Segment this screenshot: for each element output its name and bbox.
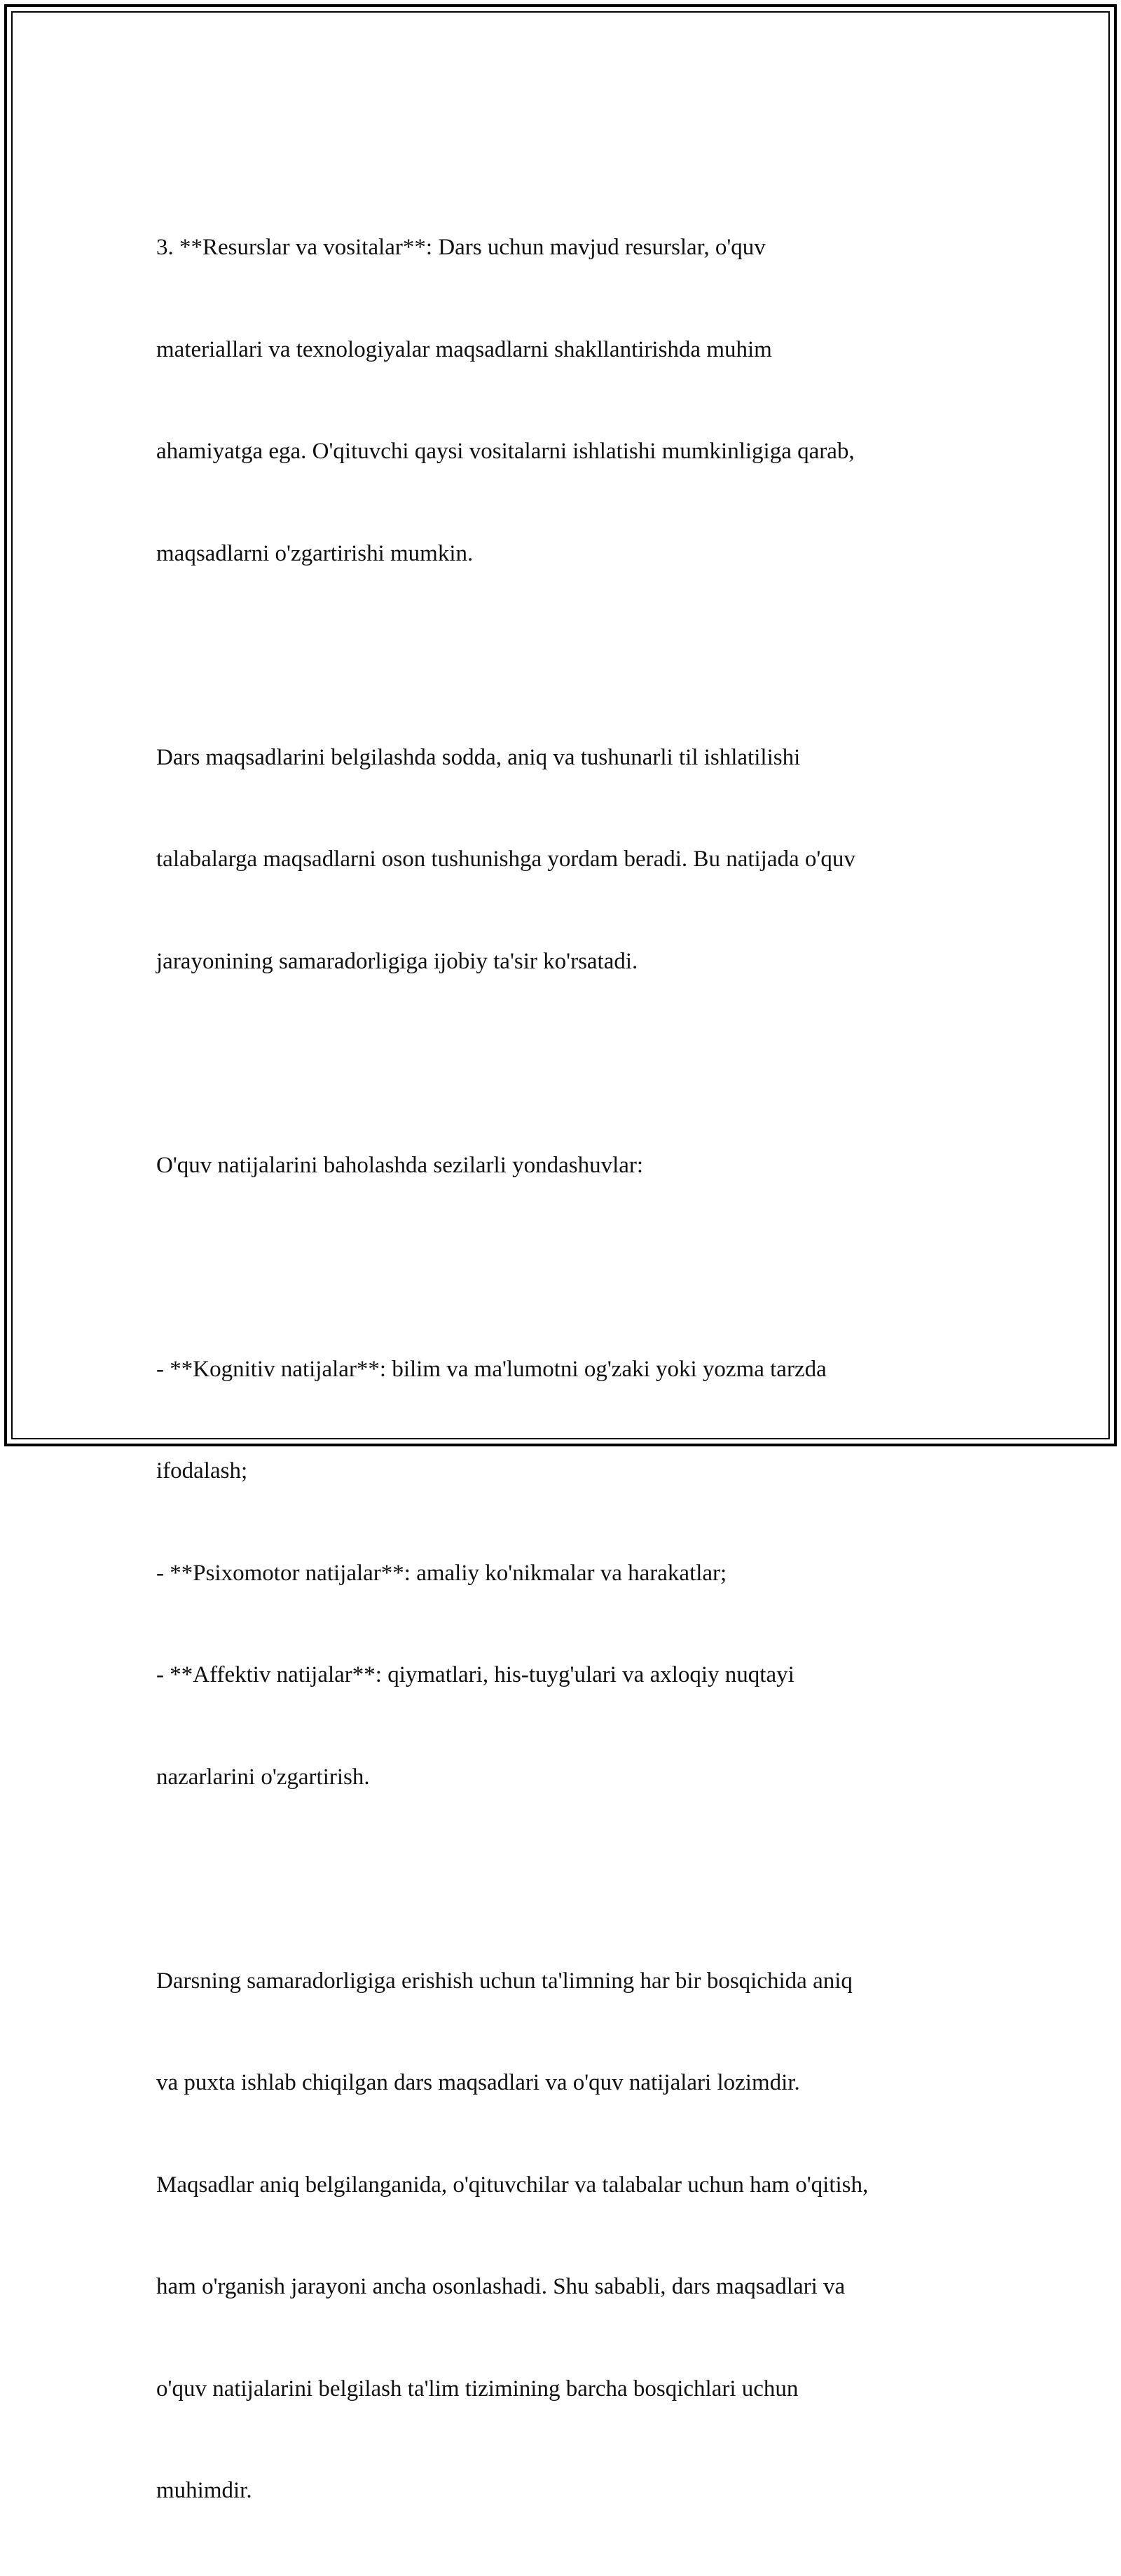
text-line: va puxta ishlab chiqilgan dars maqsadlari va o'quv natijalari lozimdir. [156, 2070, 800, 2095]
text-line: 3. **Resurslar va vositalar**: Dars uchun mavjud resurslar, o'quv [156, 235, 766, 260]
paragraph-conclusion [156, 1896, 962, 2576]
text-line: Darsning samaradorligiga erishish uchun ta'limning har bir bosqichida aniq [156, 1968, 853, 1994]
paragraph-outcomes-list [156, 1284, 962, 1863]
paragraph-language [156, 673, 962, 1047]
text-line: maqsadlarni o'zgartirishi mumkin. [156, 540, 474, 566]
list-item-cognitive: - **Kognitiv natijalar**: bilim va ma'lumotni og'zaki yoki yozma tarzda [156, 1356, 827, 1382]
text-line: Dars maqsadlarini belgilashda sodda, aniq va tushunarli til ishlatilishi [156, 744, 801, 770]
text-line: muhimdir. [156, 2478, 252, 2503]
text-line: ham o'rganish jarayoni ancha osonlashadi. Shu sababli, dars maqsadlari va [156, 2274, 846, 2299]
list-item-psychomotor: - **Psixomotor natijalar**: amaliy ko'nikmalar va harakatlar; [156, 1560, 727, 1586]
text-line: materiallari va texnologiyalar maqsadlarni shakllantirishda muhim [156, 336, 772, 362]
document-body [156, 163, 962, 2576]
text-line: O'quv natijalarini baholashda sezilarli yondashuvlar: [156, 1152, 644, 1178]
text-line: o'quv natijalarini belgilash ta'lim tizimining barcha bosqichlari uchun [156, 2376, 799, 2402]
text-line: jarayonining samaradorligiga ijobiy ta'sir ko'rsatadi. [156, 948, 638, 974]
text-line: ahamiyatga ega. O'qituvchi qaysi vositalarni ishlatishi mumkinligiga qarab, [156, 439, 855, 464]
paragraph-resources [156, 163, 962, 638]
list-item-affective: - **Affektiv natijalar**: qiymatlari, his-tuyg'ulari va axloqiy nuqtayi [156, 1662, 795, 1687]
text-line: Maqsadlar aniq belgilanganida, o'qituvchilar va talabalar uchun ham o'qitish, [156, 2172, 869, 2198]
text-line: talabalarga maqsadlarni oson tushunishga yordam beradi. Bu natijada o'quv [156, 847, 855, 872]
list-item-affective-cont: nazarlarini o'zgartirish. [156, 1764, 370, 1790]
paragraph-approaches-heading [156, 1081, 962, 1251]
list-item-cognitive-cont: ifodalash; [156, 1458, 248, 1484]
